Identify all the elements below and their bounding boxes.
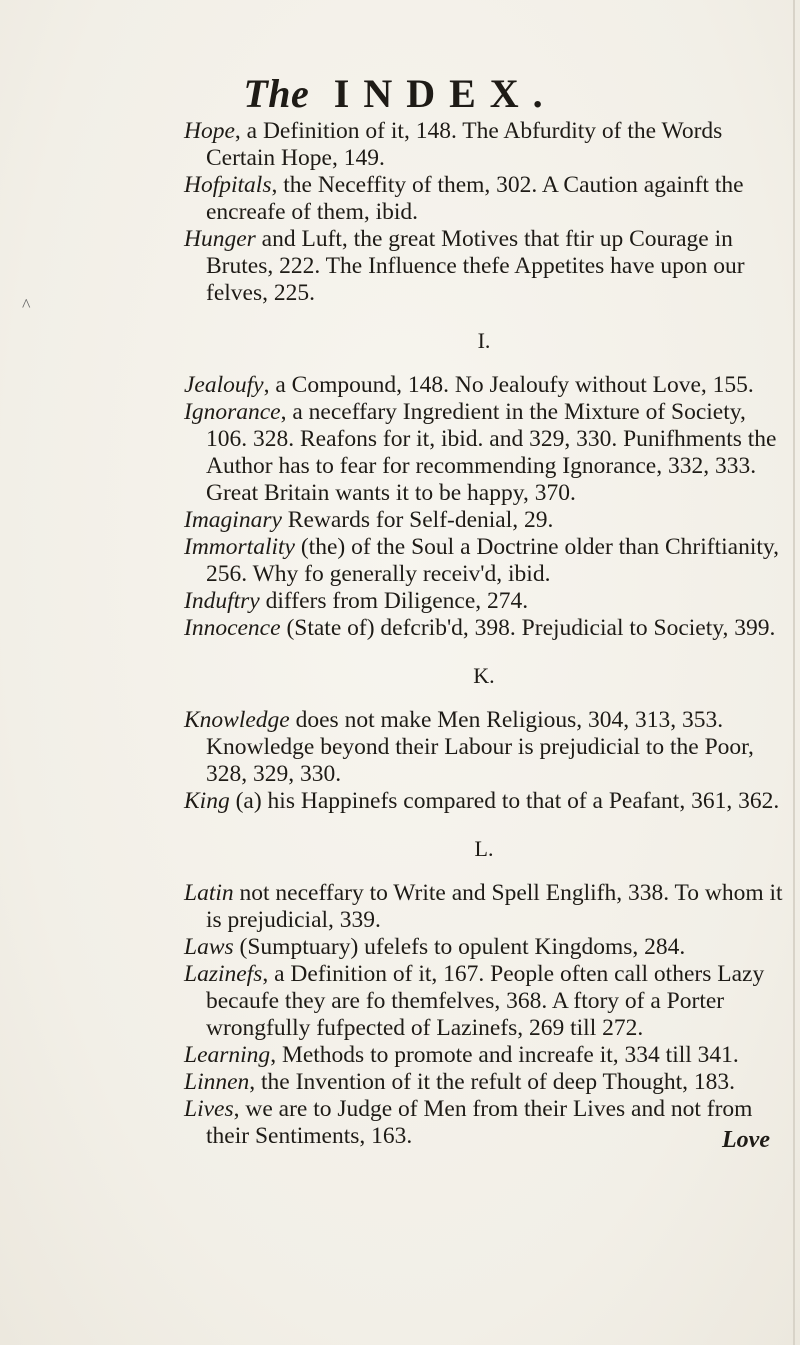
- running-head-the: The: [243, 71, 310, 116]
- entry-term: Lives: [184, 1096, 234, 1122]
- entry-term: Latin: [184, 880, 234, 906]
- entry-term: Laws: [184, 934, 234, 960]
- running-head-index: INDEX.: [333, 71, 557, 116]
- entry-term: King: [184, 788, 230, 814]
- entry-term: Imaginary: [184, 507, 282, 533]
- catchword: Love: [722, 1127, 770, 1153]
- index-entry: [184, 1069, 784, 1096]
- index-text: [184, 118, 784, 1150]
- entry-text: , a Definition of it, 148. The Abfurdity of the Words Certain Hope, 149.: [206, 118, 723, 171]
- section-letter-l: L.: [474, 836, 494, 861]
- entry-term: Learning: [184, 1042, 271, 1068]
- entry-text: , a Compound, 148. No Jealoufy without Love, 155.: [263, 372, 754, 398]
- entry-text: , we are to Judge of Men from their Lives and not from their Sentiments, 163.: [206, 1096, 753, 1149]
- entry-term: Hope: [184, 118, 235, 144]
- index-entry: [184, 1096, 784, 1150]
- entry-text: Rewards for Self-denial, 29.: [281, 507, 554, 533]
- entry-text: and Luft, the great Motives that ftir up Courage in Brutes, 222. The Influence thefe Appetites have upon our felves, 225.: [206, 226, 745, 306]
- section-letter-i: I.: [477, 328, 491, 353]
- index-entry: [184, 1042, 784, 1069]
- entry-term: Linnen: [184, 1069, 250, 1095]
- index-entry: [184, 372, 784, 399]
- index-entry: [184, 880, 784, 934]
- entry-text: (State of) defcrib'd, 398. Prejudicial to Society, 399.: [280, 615, 776, 641]
- entry-term: Knowledge: [184, 707, 290, 733]
- running-head: [0, 72, 800, 116]
- entry-text: , Methods to promote and increafe it, 334 till 341.: [270, 1042, 739, 1068]
- index-entry: [184, 588, 784, 615]
- entry-term: Induftry: [184, 588, 260, 614]
- index-entry: [184, 961, 784, 1042]
- entry-text: differs from Diligence, 274.: [259, 588, 529, 614]
- entry-text: , a neceffary Ingredient in the Mixture of Society, 106. 328. Reafons for it, ibid. and 329, 330. Punifhments the Author has to fear for recommending Ignorance, 332, 333. Great Britain wants it to be happy, 370.: [206, 399, 777, 506]
- entry-term: Jealoufy: [184, 372, 264, 398]
- entry-term: Hofpitals: [184, 172, 272, 198]
- entry-text: , the Invention of it the refult of deep Thought, 183.: [249, 1069, 736, 1095]
- entry-term: Ignorance: [184, 399, 281, 425]
- index-entry: [184, 118, 784, 172]
- index-entry: [184, 399, 784, 507]
- margin-mark: ^: [22, 295, 31, 315]
- entry-text: (a) his Happinefs compared to that of a Peafant, 361, 362.: [229, 788, 780, 814]
- entry-text: (the) of the Soul a Doctrine older than Chriftianity, 256. Why fo generally receiv'd, ibid.: [206, 534, 779, 587]
- entry-text: , a Definition of it, 167. People often call others Lazy becaufe they are fo themfelves, 368. A ftory of a Porter wrongfully fufpected of Lazinefs, 269 till 272.: [206, 961, 765, 1041]
- index-entry: [184, 934, 784, 961]
- entry-term: Innocence: [184, 615, 281, 641]
- index-entry: [184, 172, 784, 226]
- entry-term: Lazinefs: [184, 961, 263, 987]
- page-edge: [793, 0, 795, 1345]
- index-entry: [184, 534, 784, 588]
- index-entry: [184, 788, 784, 815]
- entry-term: Hunger: [184, 226, 256, 252]
- index-entry: [184, 226, 784, 307]
- entry-text: not neceffary to Write and Spell Englifh, 338. To whom it is prejudicial, 339.: [206, 880, 783, 933]
- index-entry: [184, 707, 784, 788]
- index-entry: [184, 507, 784, 534]
- entry-text: (Sumptuary) ufelefs to opulent Kingdoms, 284.: [233, 934, 686, 960]
- entry-term: Immortality: [184, 534, 295, 560]
- section-letter-k: K.: [473, 663, 495, 688]
- entry-text: , the Neceffity of them, 302. A Caution againft the encreafe of them, ibid.: [206, 172, 744, 225]
- index-entry: [184, 615, 784, 642]
- entry-text: does not make Men Religious, 304, 313, 353. Knowledge beyond their Labour is prejudicial to the Poor, 328, 329, 330.: [206, 707, 754, 787]
